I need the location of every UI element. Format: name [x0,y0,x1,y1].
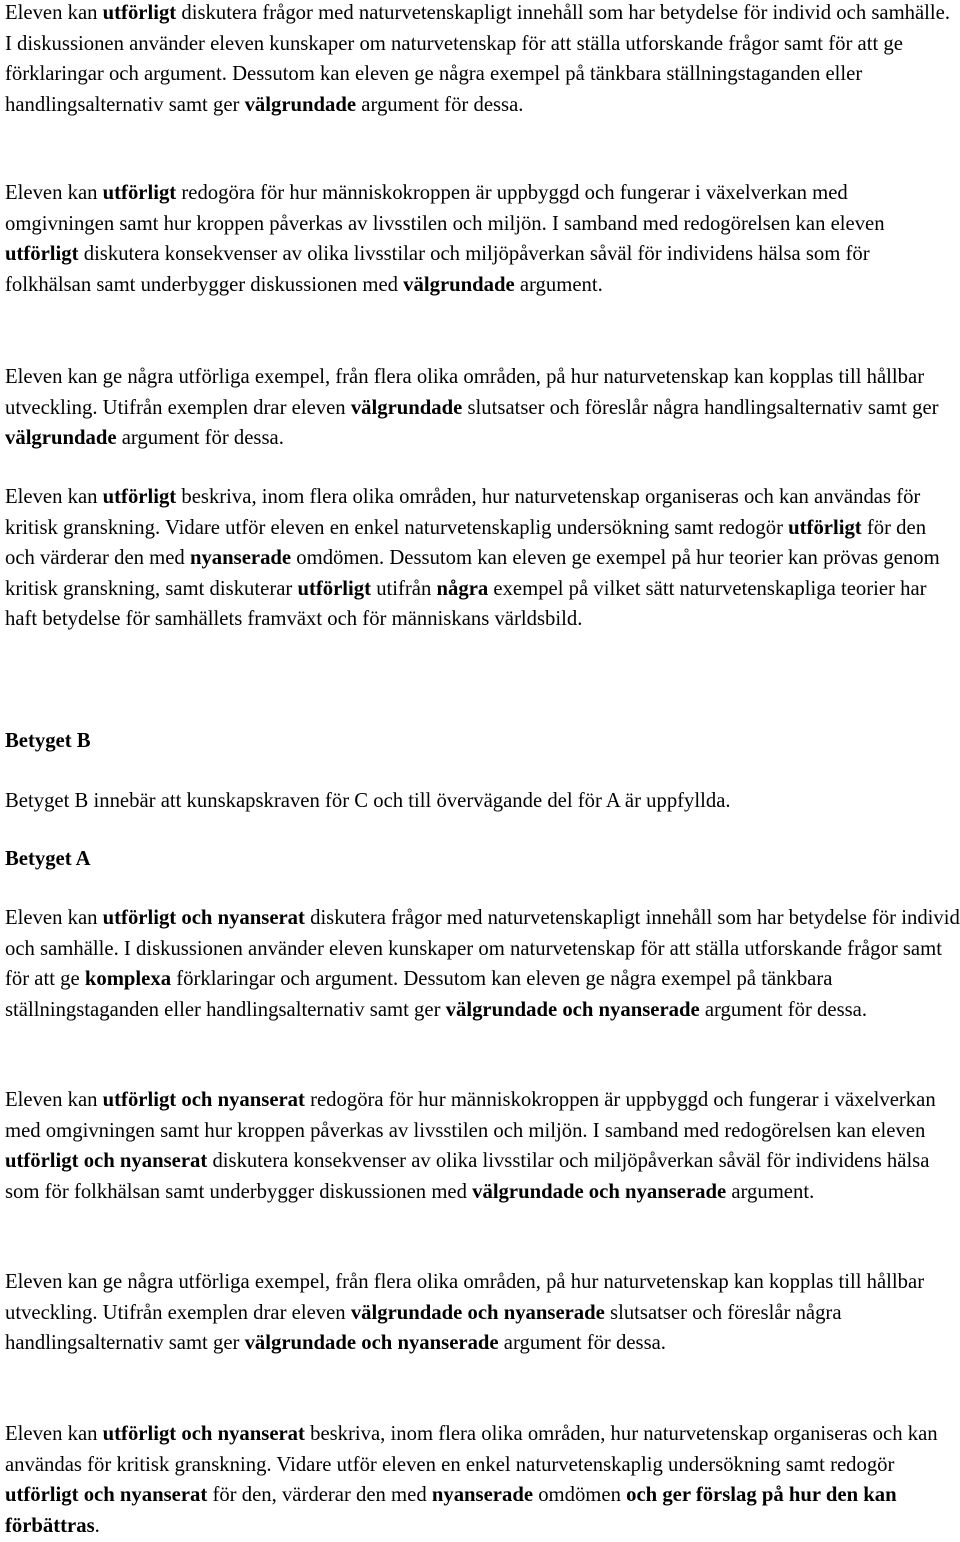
p5-run: Betyget B innebär att kunskapskraven för C och till övervägande del för A är uppfyllda. [5,790,731,812]
p4-run: utifrån [371,577,437,600]
paragraph-6 [5,903,960,1025]
p7-run: utförligt och nyanserat [102,1089,305,1111]
heading-betyget-a: Betyget A [5,848,91,870]
paragraph-8 [5,1267,960,1359]
p1-run: utförligt [102,2,177,24]
p7-run: argument. [726,1180,815,1203]
p9-run: utförligt och nyanserat [102,1423,305,1445]
p8-run: Eleven kan ge några utförliga exempel, från flera olika områden, på hur naturvetenskap kan kopplas till hållbar utveckling. Utifrån exemplen drar eleven [5,1271,925,1324]
p9-run: utförligt och nyanserat [5,1484,208,1507]
p4-run: utförligt [102,486,177,508]
p2-run: argument. [514,273,603,296]
p6-run: diskutera frågor med naturvetenskapligt innehåll som har betydelse för individ och samhälle. I diskussionen använder eleven kunskaper om naturvetenskap för att ställa utforskande frågor samt för att ge [5,907,960,991]
p1-run: välgrundade [244,93,357,116]
paragraph-1 [5,0,960,120]
paragraph-7 [5,1085,960,1207]
p4-run: utförligt [788,516,862,539]
p3-run: välgrundade [350,396,463,419]
p6-run: förklaringar och argument. Dessutom kan eleven ge några exempel på tänkbara ställningstaganden eller handlingsalternativ samt ger [5,968,833,1021]
p6-run: komplexa [84,968,172,991]
p3-run: argument för dessa. [116,427,284,450]
p9-run: för den, värderar den med [207,1484,432,1507]
p2-run: välgrundade [403,273,515,296]
p1-run: diskutera frågor med naturvetenskapligt innehåll som har betydelse för individ och samhälle. I diskussionen använder eleven kunskaper om naturvetenskap för att ställa utforskande frågor samt för att ge förklaringar och argument. Dessutom kan eleven ge några exempel på tänkbara ställningstaganden eller handlingsalternativ samt ger [5,2,951,116]
p2-run: diskutera konsekvenser av olika livsstilar och miljöpåverkan såväl för individens hälsa som för folkhälsan samt underbygger diskussionen med [5,243,870,296]
p9-run: omdömen [533,1484,627,1507]
p6-run: Eleven kan [5,907,103,929]
p8-run: slutsatser och föreslår några handlingsalternativ samt ger [5,1301,842,1355]
p7-run: redogöra för hur människokroppen är uppbyggd och fungerar i växelverkan med omgivningen samt hur kroppen påverkas av livsstilen och miljön. I samband med redogörelsen kan eleven [5,1089,936,1142]
p6-run: argument för dessa. [699,998,868,1021]
p4-run: exempel på vilket sätt naturvetenskapliga teorier har haft betydelse för samhällets framväxt och för människans världsbild. [5,577,927,631]
paragraph-9 [5,1419,960,1541]
p7-run: utförligt och nyanserat [5,1150,208,1173]
p4-run: omdömen. Dessutom kan eleven ge exempel på hur teorier kan prövas genom kritisk granskning, samt diskuterar [5,547,940,600]
heading-betyget-b: Betyget B [5,730,91,752]
p7-run: välgrundade och nyanserade [472,1180,727,1203]
p7-run: Eleven kan [5,1089,103,1111]
p9-run: . [94,1514,100,1537]
p4-run: utförligt [297,577,372,600]
p9-run: beskriva, inom flera olika områden, hur naturvetenskap organiseras och kan användas för kritisk granskning. Vidare utför eleven en enkel naturvetenskaplig undersökning samt redogör [5,1423,938,1476]
paragraph-4 [5,482,960,635]
p8-run: välgrundade och nyanserade [350,1301,605,1324]
p2-run: Eleven kan [5,182,103,204]
p4-run: beskriva, inom flera olika områden, hur naturvetenskap organiseras och kan användas för kritisk granskning. Vidare utför eleven en enkel naturvetenskaplig undersökning samt redogör [5,486,921,539]
p8-run: argument för dessa. [498,1332,666,1355]
paragraph-5 [5,786,960,817]
p9-run: Eleven kan [5,1423,103,1445]
p4-run: nyanserade [189,547,292,570]
paragraph-3 [5,362,960,454]
p6-run: utförligt och nyanserat [102,907,305,929]
p2-run: utförligt [102,182,177,204]
p9-run: och ger förslag på hur den kan förbättras [5,1484,897,1537]
p4-run: några [436,577,489,600]
p8-run: välgrundade och nyanserade [244,1332,499,1355]
p1-run: Eleven kan [5,2,103,24]
p1-run: argument för dessa. [356,93,524,116]
p2-run: redogöra för hur människokroppen är uppbyggd och fungerar i växelverkan med omgivningen samt hur kroppen påverkas av livsstilen och miljön. I samband med redogörelsen kan eleven [5,182,885,235]
paragraph-2 [5,178,960,300]
p9-run: nyanserade [431,1484,534,1507]
p2-run: utförligt [5,243,79,266]
p3-run: slutsatser och föreslår några handlingsalternativ samt ger [462,396,939,419]
p4-run: Eleven kan [5,486,103,508]
p6-run: välgrundade och nyanserade [445,998,700,1021]
p4-run: för den och värderar den med [5,516,927,570]
p7-run: diskutera konsekvenser av olika livsstilar och miljöpåverkan såväl för individens hälsa som för folkhälsan samt underbygger diskussionen med [5,1150,930,1203]
p3-run: Eleven kan ge några utförliga exempel, från flera olika områden, på hur naturvetenskap kan kopplas till hållbar utveckling. Utifrån exemplen drar eleven [5,366,925,419]
p3-run: välgrundade [5,427,117,450]
